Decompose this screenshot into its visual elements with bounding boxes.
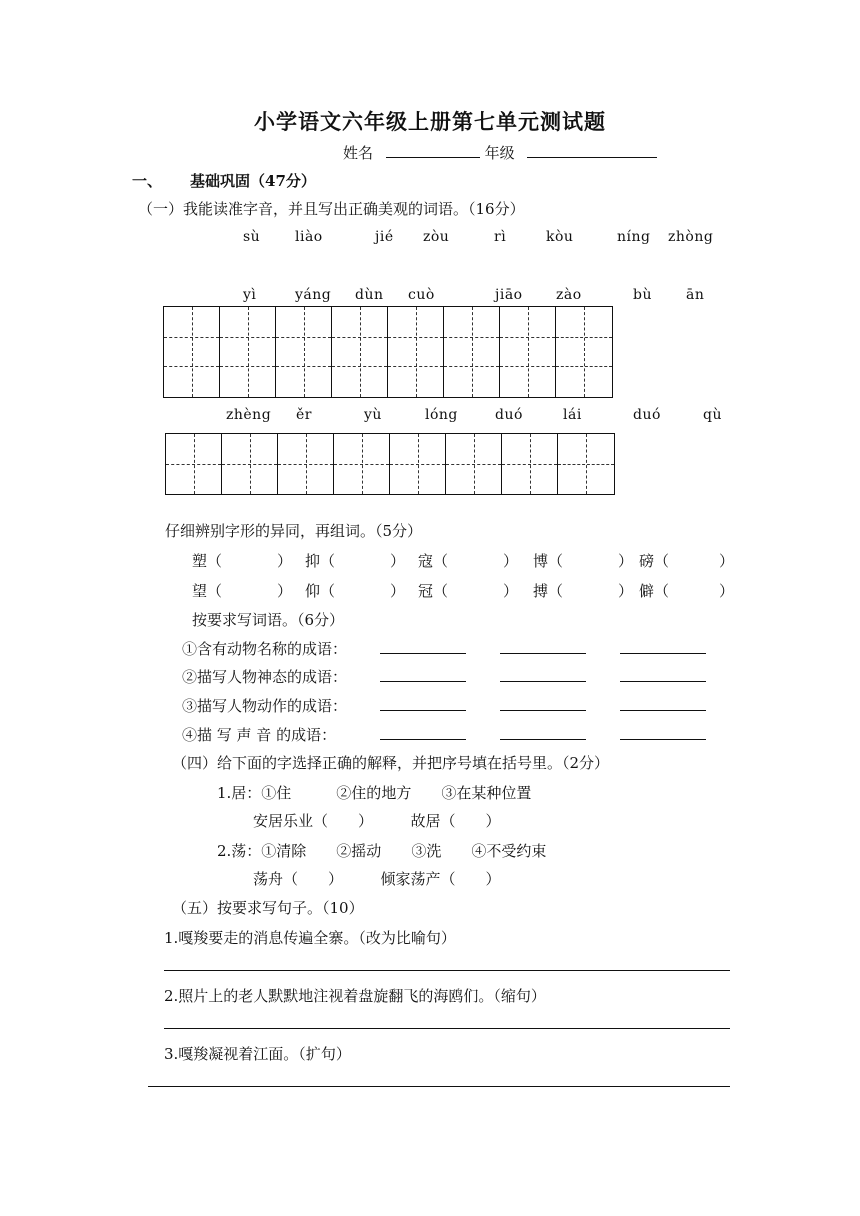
page-title: 小学语文六年级上册第七单元测试题 — [254, 109, 606, 134]
pinyin: jiāo — [495, 287, 523, 303]
answer-blank[interactable] — [620, 696, 706, 711]
part3-title: 按要求写词语。（6分） — [192, 611, 345, 629]
writing-grid-1[interactable] — [163, 306, 613, 398]
answer-blank[interactable] — [500, 725, 586, 740]
pinyin: duó — [633, 407, 661, 423]
grid-cell[interactable] — [558, 434, 614, 494]
char-item: 博（ — [533, 552, 564, 570]
pinyin: jié — [375, 229, 394, 245]
definition-words: 荡舟（ ） 倾家荡产（ ） — [253, 870, 501, 888]
answer-blank[interactable] — [380, 667, 466, 682]
grid-cell[interactable] — [220, 307, 276, 397]
idiom-row — [182, 666, 740, 687]
pinyin: yì — [243, 287, 257, 303]
grid-cell[interactable] — [556, 307, 612, 397]
pinyin: dùn — [355, 287, 384, 303]
pinyin: duó — [495, 407, 523, 423]
student-info — [343, 142, 657, 163]
pinyin: rì — [494, 229, 507, 245]
name-label: 姓名 — [343, 144, 374, 162]
pinyin: qù — [703, 407, 722, 423]
char-paren: ） — [618, 582, 634, 600]
char-paren: ） — [719, 552, 735, 570]
sentence-task: 1.嘎羧要走的消息传遍全寨。（改为比喻句） — [164, 929, 456, 947]
idiom-label: ②描写人物神态的成语： — [182, 668, 348, 686]
char-item: 望（ — [192, 582, 223, 600]
char-item: 僻（ — [639, 582, 670, 600]
answer-blank[interactable] — [620, 725, 706, 740]
pinyin: lóng — [425, 407, 458, 423]
pinyin: bù — [633, 287, 652, 303]
grade-field[interactable] — [527, 143, 657, 158]
answer-blank[interactable] — [380, 725, 466, 740]
grid-cell[interactable] — [388, 307, 444, 397]
idiom-row — [182, 724, 740, 745]
char-paren: ） — [390, 552, 406, 570]
part4-title: （四）给下面的字选择正确的解释，并把序号填在括号里。（2分） — [172, 754, 610, 772]
answer-blank[interactable] — [500, 667, 586, 682]
idiom-label: ③描写人物动作的成语： — [182, 697, 348, 715]
definition-question: 2.荡：①清除 ②摇动 ③洗 ④不受约束 — [217, 842, 547, 860]
char-paren: ） — [618, 552, 634, 570]
answer-line[interactable] — [164, 970, 730, 971]
pinyin: níng — [617, 229, 651, 245]
pinyin: zòu — [423, 229, 450, 245]
grid-cell[interactable] — [390, 434, 446, 494]
answer-blank[interactable] — [620, 639, 706, 654]
grid-cell[interactable] — [332, 307, 388, 397]
char-item: 仰（ — [305, 582, 336, 600]
part1-title: （一）我能读准字音，并且写出正确美观的词语。（16分） — [138, 200, 525, 218]
answer-blank[interactable] — [500, 639, 586, 654]
grid-cell[interactable] — [278, 434, 334, 494]
char-item: 寇（ — [418, 552, 449, 570]
char-item: 塑（ — [192, 552, 223, 570]
part2-title: 仔细辨别字形的异同，再组词。（5分） — [165, 522, 423, 540]
pinyin: yù — [364, 407, 382, 423]
definition-question: 1.居：①住 ②住的地方 ③在某种位置 — [217, 784, 532, 802]
part5-title: （五）按要求写句子。（10） — [172, 899, 364, 917]
pinyin: ān — [686, 287, 705, 303]
char-item: 抑（ — [305, 552, 336, 570]
pinyin: zào — [556, 287, 582, 303]
pinyin: yáng — [295, 287, 332, 303]
answer-blank[interactable] — [500, 696, 586, 711]
pinyin: kòu — [546, 229, 574, 245]
idiom-label: ④描 写 声 音 的成语： — [182, 726, 337, 744]
pinyin: lái — [563, 407, 582, 423]
pinyin: zhòng — [668, 229, 714, 245]
grid-cell[interactable] — [166, 434, 222, 494]
idiom-row — [182, 695, 740, 716]
grid-cell[interactable] — [500, 307, 556, 397]
char-paren: ） — [277, 582, 293, 600]
answer-blank[interactable] — [380, 696, 466, 711]
answer-blank[interactable] — [620, 667, 706, 682]
section-number: 一、 — [132, 172, 163, 190]
char-paren: ） — [719, 582, 735, 600]
section-heading: 基础巩固（47分） — [190, 172, 316, 190]
sentence-task: 3.嘎羧凝视着江面。（扩句） — [164, 1045, 351, 1063]
char-item: 搏（ — [533, 582, 564, 600]
char-item: 冠（ — [418, 582, 449, 600]
grid-cell[interactable] — [502, 434, 558, 494]
pinyin: zhèng — [226, 407, 272, 423]
grade-label: 年级 — [484, 144, 515, 162]
grid-cell[interactable] — [164, 307, 220, 397]
pinyin: sù — [243, 229, 261, 245]
grid-cell[interactable] — [444, 307, 500, 397]
answer-line[interactable] — [164, 1028, 730, 1029]
char-item: 磅（ — [639, 552, 670, 570]
char-paren: ） — [390, 582, 406, 600]
pinyin: cuò — [408, 287, 435, 303]
answer-blank[interactable] — [380, 639, 466, 654]
pinyin: ěr — [296, 407, 312, 423]
grid-cell[interactable] — [334, 434, 390, 494]
grid-cell[interactable] — [276, 307, 332, 397]
idiom-row — [182, 638, 740, 659]
writing-grid-2[interactable] — [165, 433, 615, 495]
name-field[interactable] — [386, 143, 480, 158]
answer-line[interactable] — [148, 1086, 730, 1087]
char-paren: ） — [277, 552, 293, 570]
pinyin: liào — [295, 229, 323, 245]
grid-cell[interactable] — [222, 434, 278, 494]
char-paren: ） — [503, 582, 519, 600]
grid-cell[interactable] — [446, 434, 502, 494]
sentence-task: 2.照片上的老人默默地注视着盘旋翻飞的海鸥们。（缩句） — [164, 987, 546, 1005]
idiom-label: ①含有动物名称的成语： — [182, 640, 348, 658]
char-paren: ） — [503, 552, 519, 570]
definition-words: 安居乐业（ ） 故居（ ） — [253, 812, 501, 830]
